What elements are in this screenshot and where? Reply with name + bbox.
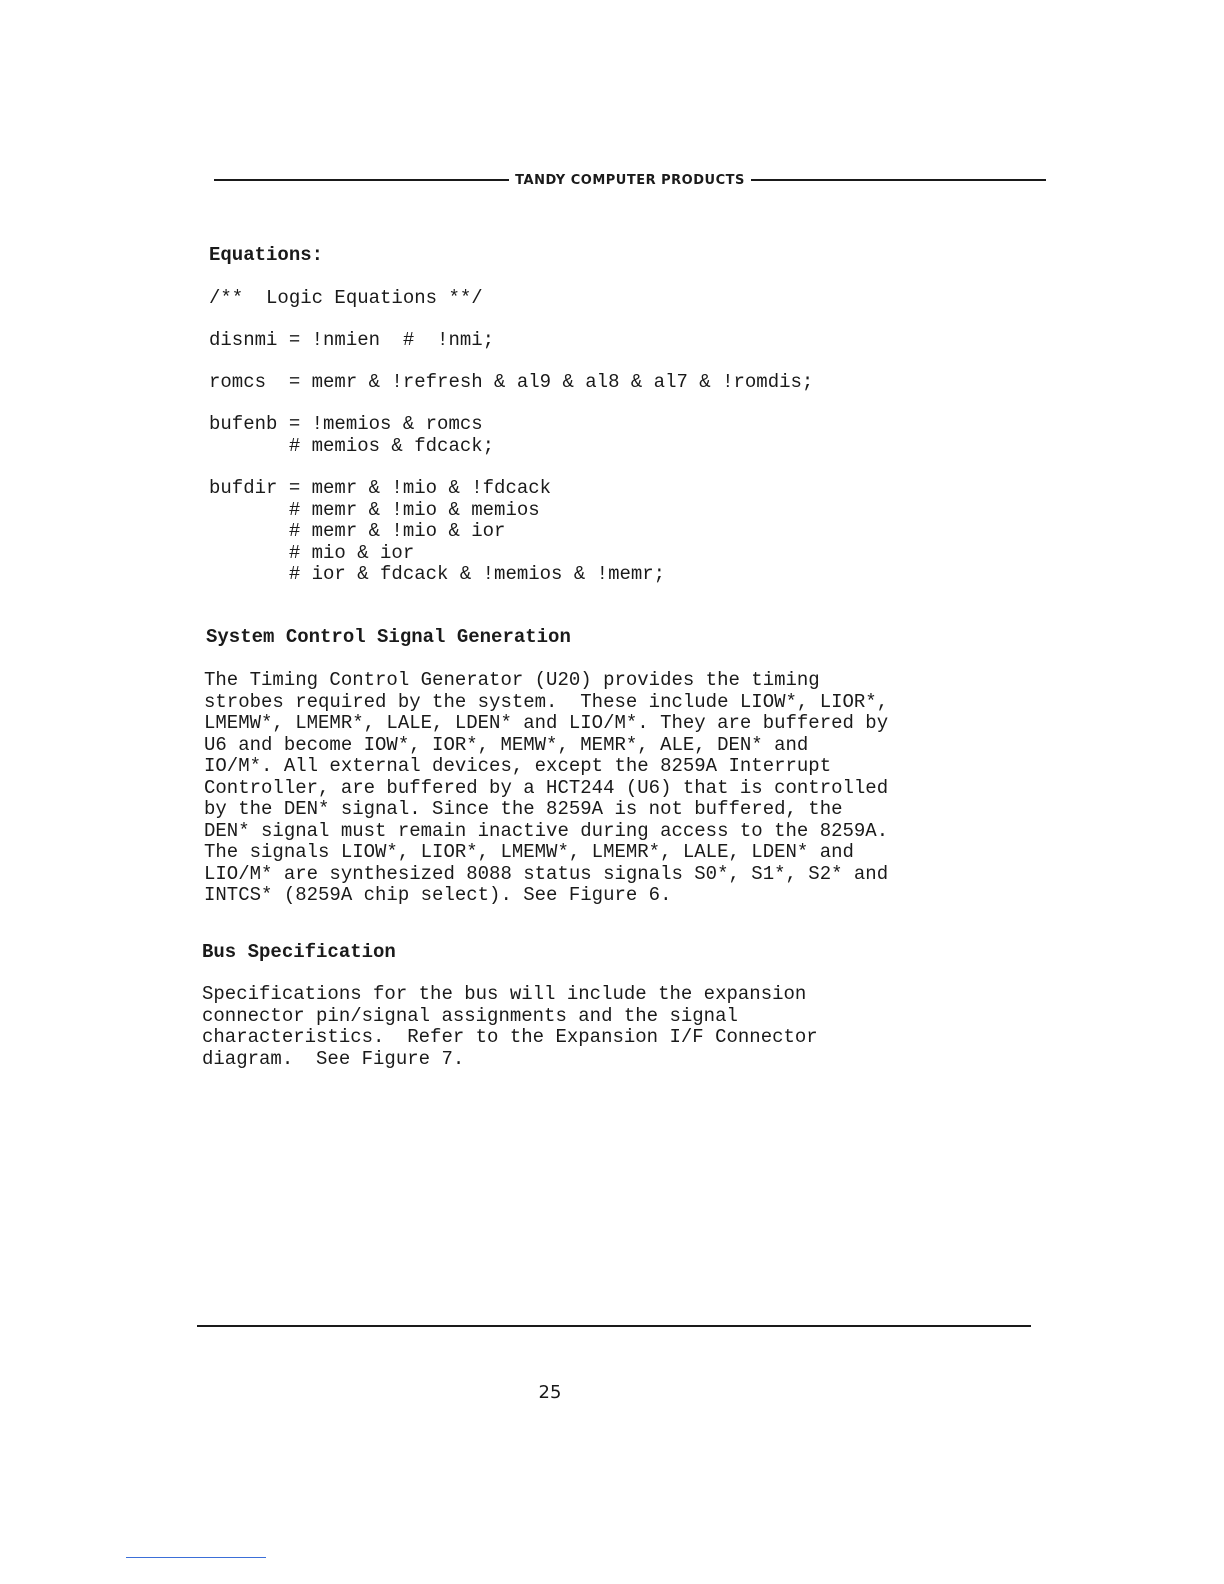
system-control-body: The Timing Control Generator (U20) provides the timing strobes required by the system. These include LIOW*, LIOR*, LMEMW*, LMEMR*, LALE, LDEN* and LIO/M*. They are buffered by U6 and become IOW*, IOR*, MEMW*, MEMR*, ALE, DEN* and IO/M*. All external devices, except the 8259A Interrupt Controller, are buffered by a HCT244 (U6) that is controlled by the DEN* signal. Since the 8259A is not buffered, the DEN* signal must remain inactive during access to the 8259A. The signals LIOW*, LIOR*, LMEMW*, LMEMR*, LALE, LDEN* and LIO/M* are synthesized 8088 status signals S0*, S1*, S2* and INTCS* (8259A chip select). See Figure 6. [204,669,889,906]
header-rule-right [751,179,1046,181]
bus-spec-heading: Bus Specification [202,941,396,963]
header-brand: TANDY COMPUTER PRODUCTS [515,172,745,188]
header-rule-left [214,179,509,181]
equations-comment: /** Logic Equations **/ [209,287,483,309]
equation-bufdir: bufdir = memr & !mio & !fdcack # memr & !mio & memios # memr & !mio & ior # mio & ior # ior & fdcack & !memios & !memr; [209,477,666,585]
equation-disnmi: disnmi = !nmien # !nmi; [209,329,495,351]
system-control-heading: System Control Signal Generation [206,626,571,648]
equation-romcs: romcs = memr & !refresh & al9 & al8 & al7 & !romdis; [209,371,814,393]
footer-rule [197,1325,1031,1327]
scan-mark-line [126,1557,266,1558]
bus-spec-body: Specifications for the bus will include the expansion connector pin/signal assignments and the signal characteristics. Refer to the Expansion I/F Connector diagram. See Figure 7. [202,983,818,1070]
page-number: 25 [538,1382,562,1403]
equations-heading: Equations: [209,244,324,266]
page-header [214,170,1046,190]
equation-bufenb: bufenb = !memios & romcs # memios & fdcack; [209,413,495,457]
